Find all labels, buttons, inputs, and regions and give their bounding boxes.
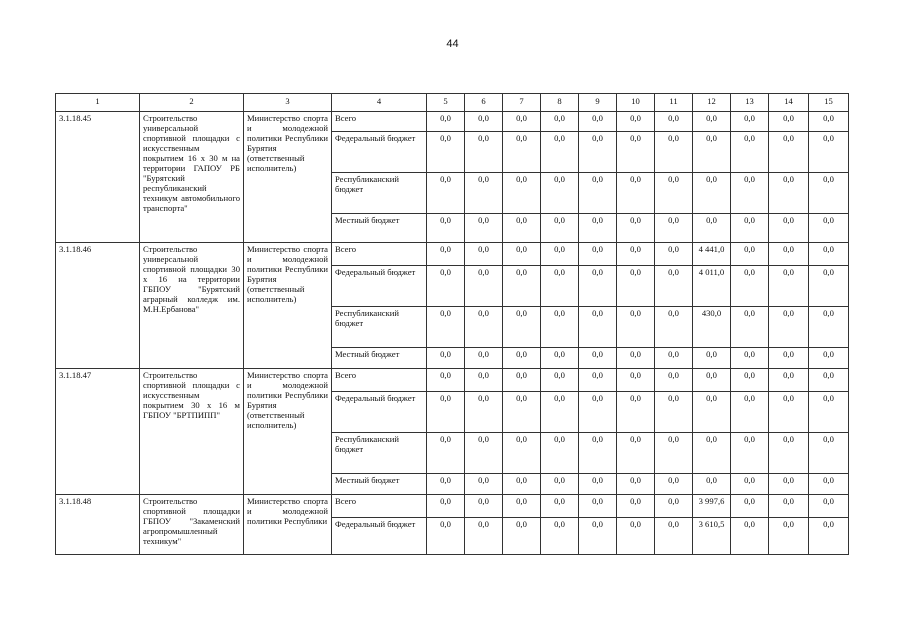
value-cell: 0,0 [427, 132, 465, 173]
value-cell: 0,0 [693, 392, 731, 433]
item-code-cell: 3.1.18.48 [56, 495, 140, 555]
value-cell: 0,0 [809, 495, 849, 518]
value-cell: 0,0 [617, 392, 655, 433]
value-cell: 0,0 [809, 474, 849, 495]
funding-source-cell: Местный бюджет [332, 348, 427, 369]
value-cell: 0,0 [655, 173, 693, 214]
value-cell: 0,0 [655, 307, 693, 348]
value-cell: 0,0 [503, 266, 541, 307]
value-cell: 0,0 [769, 307, 809, 348]
value-cell: 0,0 [769, 495, 809, 518]
value-cell: 0,0 [769, 392, 809, 433]
value-cell: 0,0 [731, 243, 769, 266]
value-cell: 0,0 [617, 433, 655, 474]
column-header: 6 [465, 94, 503, 112]
value-cell: 0,0 [731, 112, 769, 132]
value-cell: 0,0 [809, 392, 849, 433]
value-cell: 0,0 [617, 307, 655, 348]
value-cell: 0,0 [655, 392, 693, 433]
value-cell: 0,0 [655, 495, 693, 518]
value-cell: 0,0 [809, 369, 849, 392]
value-cell: 0,0 [693, 214, 731, 243]
value-cell: 0,0 [427, 392, 465, 433]
responsible-org-cell: Министерство спорта и молодежной политики Республики [244, 495, 332, 555]
value-cell: 0,0 [617, 214, 655, 243]
value-cell: 0,0 [579, 392, 617, 433]
value-cell: 0,0 [503, 433, 541, 474]
value-cell: 0,0 [693, 474, 731, 495]
column-header: 10 [617, 94, 655, 112]
value-cell: 0,0 [731, 307, 769, 348]
value-cell: 0,0 [769, 369, 809, 392]
budget-table [55, 93, 849, 555]
column-header: 14 [769, 94, 809, 112]
value-cell: 430,0 [693, 307, 731, 348]
value-cell: 0,0 [769, 132, 809, 173]
value-cell: 0,0 [655, 369, 693, 392]
value-cell: 0,0 [427, 266, 465, 307]
value-cell: 0,0 [579, 474, 617, 495]
value-cell: 0,0 [503, 243, 541, 266]
item-code-cell: 3.1.18.47 [56, 369, 140, 495]
item-name-cell: Строительство спортивной площадки ГБПОУ "Закаменский агропромышленный техникум" [140, 495, 244, 555]
value-cell: 0,0 [541, 173, 579, 214]
value-cell: 0,0 [579, 433, 617, 474]
value-cell: 0,0 [809, 433, 849, 474]
value-cell: 0,0 [427, 112, 465, 132]
value-cell: 0,0 [541, 433, 579, 474]
value-cell: 0,0 [465, 495, 503, 518]
funding-source-cell: Федеральный бюджет [332, 266, 427, 307]
value-cell: 0,0 [693, 369, 731, 392]
value-cell: 0,0 [731, 132, 769, 173]
value-cell: 0,0 [579, 307, 617, 348]
funding-source-cell: Республиканский бюджет [332, 307, 427, 348]
value-cell: 0,0 [809, 518, 849, 555]
value-cell: 0,0 [731, 392, 769, 433]
column-header: 12 [693, 94, 731, 112]
item-name-cell: Строительство универсальной спортивной площадки с искусственным покрытием 16 х 30 м на территории ГАПОУ РБ "Бурятский республиканский техникум автомобильного транспорта" [140, 112, 244, 243]
value-cell: 0,0 [655, 348, 693, 369]
value-cell: 0,0 [809, 348, 849, 369]
table-row [56, 495, 849, 518]
value-cell: 0,0 [655, 474, 693, 495]
column-header: 9 [579, 94, 617, 112]
value-cell: 0,0 [503, 112, 541, 132]
value-cell: 0,0 [693, 348, 731, 369]
value-cell: 0,0 [427, 214, 465, 243]
value-cell: 0,0 [465, 243, 503, 266]
column-header: 3 [244, 94, 332, 112]
value-cell: 0,0 [541, 518, 579, 555]
funding-source-cell: Республиканский бюджет [332, 173, 427, 214]
item-code-cell: 3.1.18.45 [56, 112, 140, 243]
value-cell: 0,0 [503, 132, 541, 173]
responsible-org-cell: Министерство спорта и молодежной политики Республики Бурятия (ответственный исполнитель) [244, 243, 332, 369]
value-cell: 0,0 [427, 307, 465, 348]
value-cell: 0,0 [503, 495, 541, 518]
value-cell: 0,0 [541, 243, 579, 266]
value-cell: 0,0 [809, 307, 849, 348]
value-cell: 0,0 [427, 348, 465, 369]
value-cell: 0,0 [541, 369, 579, 392]
value-cell: 0,0 [769, 173, 809, 214]
value-cell: 0,0 [655, 266, 693, 307]
column-header: 1 [56, 94, 140, 112]
value-cell: 0,0 [503, 369, 541, 392]
funding-source-cell: Всего [332, 243, 427, 266]
value-cell: 0,0 [503, 474, 541, 495]
value-cell: 0,0 [617, 243, 655, 266]
value-cell: 0,0 [769, 474, 809, 495]
value-cell: 0,0 [617, 266, 655, 307]
value-cell: 0,0 [465, 369, 503, 392]
value-cell: 0,0 [465, 307, 503, 348]
value-cell: 0,0 [809, 173, 849, 214]
value-cell: 0,0 [655, 112, 693, 132]
value-cell: 0,0 [503, 348, 541, 369]
value-cell: 0,0 [655, 433, 693, 474]
value-cell: 0,0 [427, 518, 465, 555]
funding-source-cell: Всего [332, 369, 427, 392]
value-cell: 0,0 [655, 214, 693, 243]
value-cell: 0,0 [465, 518, 503, 555]
column-header: 11 [655, 94, 693, 112]
value-cell: 0,0 [809, 112, 849, 132]
value-cell: 0,0 [541, 474, 579, 495]
funding-source-cell: Всего [332, 495, 427, 518]
funding-source-cell: Федеральный бюджет [332, 132, 427, 173]
value-cell: 0,0 [769, 214, 809, 243]
value-cell: 0,0 [427, 369, 465, 392]
column-header: 13 [731, 94, 769, 112]
value-cell: 0,0 [769, 112, 809, 132]
column-header: 8 [541, 94, 579, 112]
item-name-cell: Строительство универсальной спортивной площадки 30 х 16 на территории ГБПОУ "Бурятский аграрный колледж им. М.Н.Ербанова" [140, 243, 244, 369]
value-cell: 0,0 [769, 518, 809, 555]
value-cell: 0,0 [579, 495, 617, 518]
value-cell: 0,0 [503, 392, 541, 433]
value-cell: 0,0 [465, 132, 503, 173]
value-cell: 0,0 [541, 307, 579, 348]
value-cell: 0,0 [731, 495, 769, 518]
value-cell: 0,0 [579, 173, 617, 214]
value-cell: 0,0 [731, 433, 769, 474]
value-cell: 0,0 [769, 243, 809, 266]
value-cell: 0,0 [503, 173, 541, 214]
table-header-row [56, 94, 849, 112]
value-cell: 0,0 [579, 518, 617, 555]
value-cell: 0,0 [465, 392, 503, 433]
value-cell: 0,0 [427, 433, 465, 474]
value-cell: 0,0 [769, 266, 809, 307]
value-cell: 0,0 [465, 348, 503, 369]
value-cell: 0,0 [541, 132, 579, 173]
column-header: 15 [809, 94, 849, 112]
column-header: 4 [332, 94, 427, 112]
value-cell: 0,0 [731, 266, 769, 307]
responsible-org-cell: Министерство спорта и молодежной политики Республики Бурятия (ответственный исполнитель) [244, 112, 332, 243]
value-cell: 0,0 [809, 132, 849, 173]
value-cell: 0,0 [731, 173, 769, 214]
column-header: 5 [427, 94, 465, 112]
value-cell: 0,0 [465, 112, 503, 132]
value-cell: 0,0 [579, 112, 617, 132]
value-cell: 0,0 [693, 112, 731, 132]
funding-source-cell: Местный бюджет [332, 474, 427, 495]
value-cell: 0,0 [693, 173, 731, 214]
value-cell: 0,0 [617, 112, 655, 132]
value-cell: 0,0 [541, 112, 579, 132]
value-cell: 0,0 [769, 433, 809, 474]
value-cell: 0,0 [579, 266, 617, 307]
value-cell: 0,0 [503, 214, 541, 243]
value-cell: 4 011,0 [693, 266, 731, 307]
value-cell: 0,0 [809, 214, 849, 243]
value-cell: 0,0 [579, 132, 617, 173]
funding-source-cell: Местный бюджет [332, 214, 427, 243]
value-cell: 0,0 [541, 266, 579, 307]
value-cell: 3 610,5 [693, 518, 731, 555]
value-cell: 0,0 [731, 348, 769, 369]
value-cell: 0,0 [731, 474, 769, 495]
responsible-org-cell: Министерство спорта и молодежной политики Республики Бурятия (ответственный исполнитель) [244, 369, 332, 495]
value-cell: 0,0 [579, 214, 617, 243]
value-cell: 0,0 [465, 433, 503, 474]
value-cell: 0,0 [465, 214, 503, 243]
value-cell: 0,0 [655, 243, 693, 266]
value-cell: 0,0 [617, 518, 655, 555]
value-cell: 0,0 [617, 369, 655, 392]
value-cell: 0,0 [693, 433, 731, 474]
funding-source-cell: Республиканский бюджет [332, 433, 427, 474]
item-code-cell: 3.1.18.46 [56, 243, 140, 369]
value-cell: 0,0 [731, 518, 769, 555]
value-cell: 0,0 [617, 348, 655, 369]
value-cell: 0,0 [465, 173, 503, 214]
value-cell: 0,0 [541, 495, 579, 518]
value-cell: 0,0 [579, 369, 617, 392]
value-cell: 0,0 [655, 132, 693, 173]
column-header: 2 [140, 94, 244, 112]
value-cell: 0,0 [503, 518, 541, 555]
funding-source-cell: Всего [332, 112, 427, 132]
value-cell: 0,0 [465, 266, 503, 307]
value-cell: 0,0 [693, 132, 731, 173]
value-cell: 0,0 [809, 243, 849, 266]
value-cell: 0,0 [617, 495, 655, 518]
value-cell: 0,0 [427, 173, 465, 214]
column-header: 7 [503, 94, 541, 112]
value-cell: 0,0 [731, 369, 769, 392]
value-cell: 0,0 [541, 214, 579, 243]
table-row [56, 369, 849, 392]
funding-source-cell: Федеральный бюджет [332, 392, 427, 433]
value-cell: 0,0 [617, 132, 655, 173]
value-cell: 0,0 [617, 474, 655, 495]
value-cell: 0,0 [579, 243, 617, 266]
value-cell: 0,0 [617, 173, 655, 214]
value-cell: 0,0 [427, 243, 465, 266]
value-cell: 0,0 [427, 495, 465, 518]
table-row [56, 243, 849, 266]
value-cell: 0,0 [769, 348, 809, 369]
value-cell: 0,0 [579, 348, 617, 369]
page-number: 44 [446, 38, 459, 50]
value-cell: 3 997,6 [693, 495, 731, 518]
value-cell: 0,0 [503, 307, 541, 348]
table-row [56, 112, 849, 132]
value-cell: 0,0 [731, 214, 769, 243]
value-cell: 0,0 [541, 392, 579, 433]
value-cell: 0,0 [655, 518, 693, 555]
value-cell: 0,0 [465, 474, 503, 495]
value-cell: 4 441,0 [693, 243, 731, 266]
value-cell: 0,0 [427, 474, 465, 495]
value-cell: 0,0 [809, 266, 849, 307]
value-cell: 0,0 [541, 348, 579, 369]
funding-source-cell: Федеральный бюджет [332, 518, 427, 555]
item-name-cell: Строительство спортивной площадки с искусственным покрытием 30 х 16 м ГБПОУ "БРТПИПП" [140, 369, 244, 495]
